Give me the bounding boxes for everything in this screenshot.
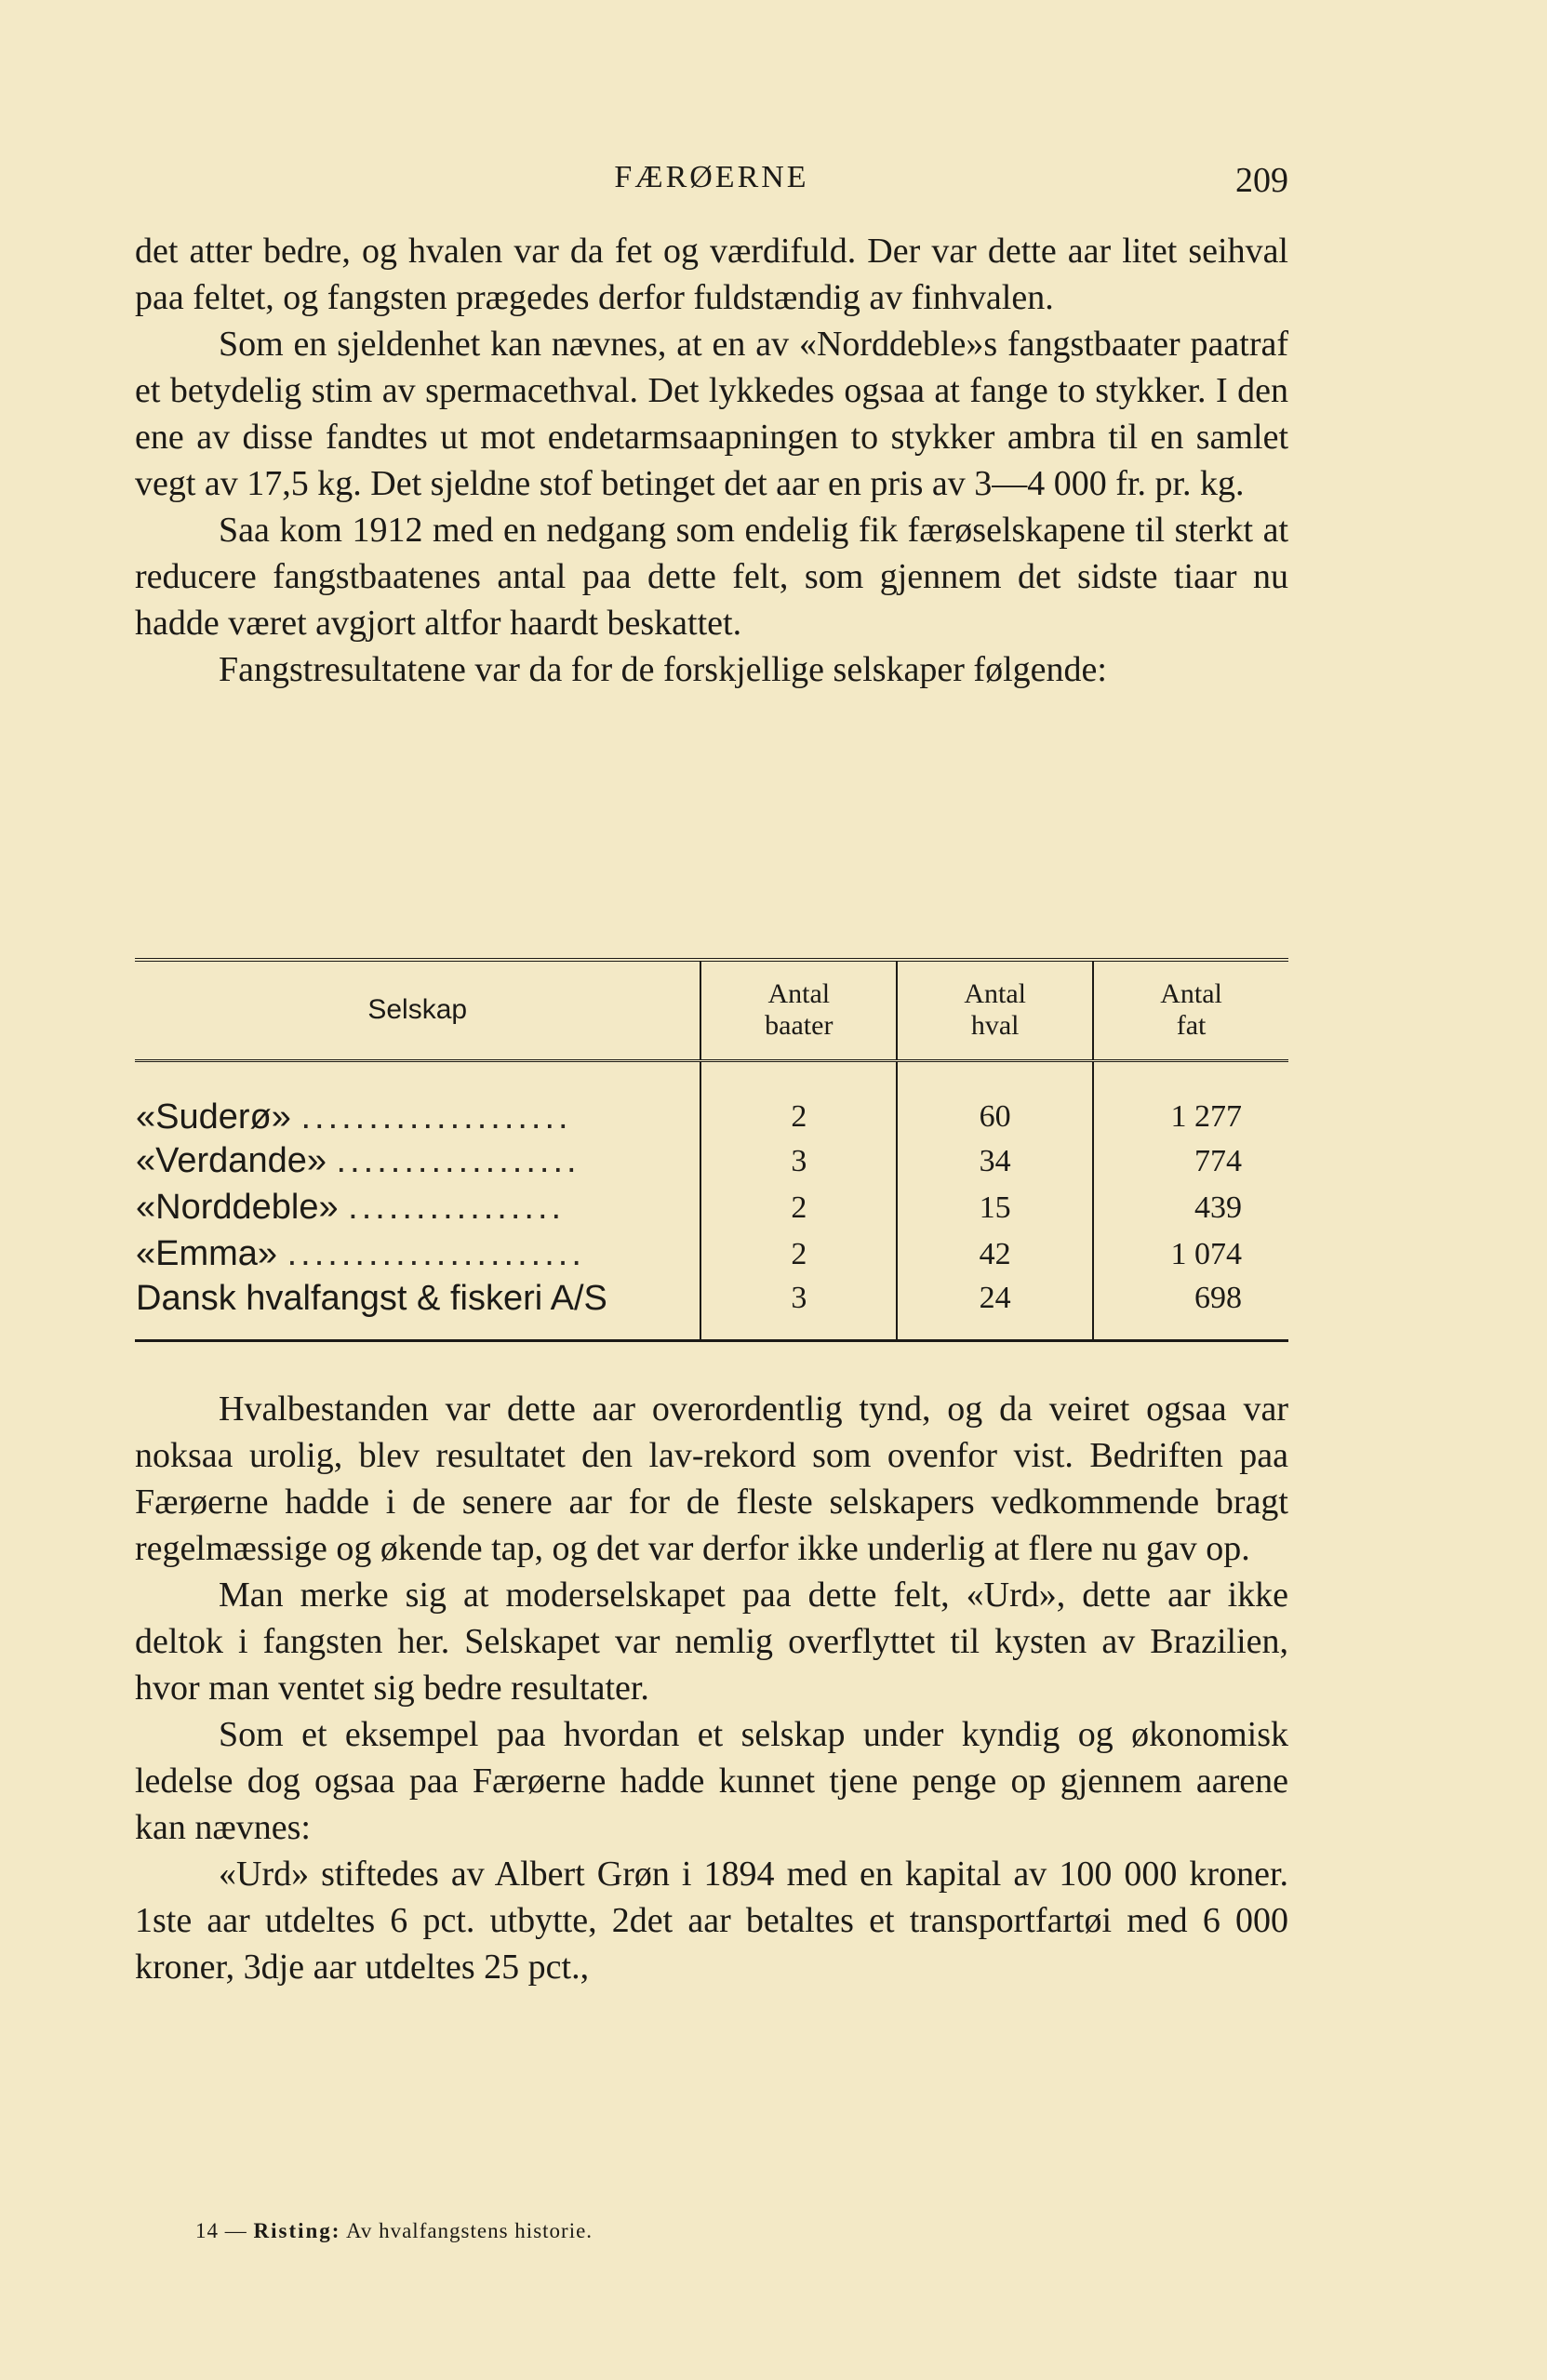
- company-name: «Emma» ......................: [136, 1234, 585, 1273]
- barrels-count: 439: [1093, 1185, 1288, 1231]
- header-barrels: Antal fat: [1093, 960, 1288, 1060]
- table-row: [135, 1185, 1288, 1231]
- barrels-count: 698: [1093, 1278, 1288, 1341]
- whales-count: 24: [897, 1278, 1093, 1341]
- company-name: «Suderø» ....................: [136, 1097, 572, 1137]
- barrels-count: 1 277: [1093, 1060, 1288, 1138]
- whales-count: 42: [897, 1231, 1093, 1278]
- boats-count: 3: [700, 1138, 897, 1185]
- body-text-bottom: [135, 1386, 1288, 1990]
- table-row: [135, 1060, 1288, 1138]
- paragraph: det atter bedre, og hvalen var da fet og værdifuld. Der var dette aar litet seihval paa feltet, og fangsten prægedes derfor fuldstændig av finhvalen.: [135, 232, 1288, 317]
- header-company: Selskap: [367, 994, 468, 1026]
- boats-count: 3: [700, 1278, 897, 1341]
- footer-dash: —: [224, 2219, 247, 2242]
- paragraph: Man merke sig at moderselskapet paa dette felt, «Urd», dette aar ikke deltok i fangsten her. Selskapet var nemlig overflyttet til kysten av Brazilien, hvor man ventet sig bedre resultater.: [135, 1576, 1288, 1708]
- catch-results-table: [135, 958, 1288, 1342]
- boats-count: 2: [700, 1060, 897, 1138]
- paragraph: «Urd» stiftedes av Albert Grøn i 1894 med en kapital av 100 000 kroner. 1ste aar utdeltes 6 pct. utbytte, 2det aar betaltes et transportfartøi med 6 000 kroner, 3dje aar utdeltes 25 pct.,: [135, 1855, 1288, 1987]
- table-header-row: [135, 960, 1288, 1060]
- company-name: Dansk hvalfangst & fiskeri A/S: [136, 1278, 607, 1318]
- page-header: [135, 160, 1288, 206]
- book-title: Av hvalfangstens historie.: [345, 2219, 593, 2242]
- header-boats: Antal baater: [700, 960, 897, 1060]
- barrels-count: 774: [1093, 1138, 1288, 1185]
- header-whales: Antal hval: [897, 960, 1093, 1060]
- page-number: 209: [1235, 161, 1288, 200]
- boats-count: 2: [700, 1185, 897, 1231]
- table-row: [135, 1231, 1288, 1278]
- whales-count: 60: [897, 1060, 1093, 1138]
- company-name: «Verdande» ..................: [136, 1141, 580, 1180]
- signature-footer: [195, 2219, 593, 2243]
- body-text-top: [135, 228, 1288, 693]
- paragraph: Som et eksempel paa hvordan et selskap under kyndig og økonomisk ledelse dog ogsaa paa Færøerne hadde kunnet tjene penge op gjennem aarene kan nævnes:: [135, 1715, 1288, 1847]
- boats-count: 2: [700, 1231, 897, 1278]
- table-row: [135, 1138, 1288, 1185]
- paragraph: Fangstresultatene var da for de forskjellige selskaper følgende:: [219, 650, 1107, 689]
- paragraph: Hvalbestanden var dette aar overordentlig tynd, og da veiret ogsaa var noksaa urolig, blev resultatet den lav-rekord som ovenfor vist. Bedriften paa Færøerne hadde i de senere aar for de fleste selskapers vedkommende bragt regelmæssige og økende tap, og det var derfor ikke underlig at flere nu gav op.: [135, 1389, 1288, 1568]
- running-title: FÆRØERNE: [614, 160, 809, 194]
- paragraph: Saa kom 1912 med en nedgang som endelig fik færøselskapene til sterkt at reducere fangstbaatenes antal paa dette felt, som gjennem det sidste tiaar nu hadde været avgjort altfor haardt beskattet.: [135, 511, 1288, 643]
- sheet-number: 14: [195, 2219, 219, 2242]
- barrels-count: 1 074: [1093, 1231, 1288, 1278]
- whales-count: 34: [897, 1138, 1093, 1185]
- paragraph: Som en sjeldenhet kan nævnes, at en av «Norddeble»s fangstbaater paatraf et betydelig stim av spermacethval. Det lykkedes ogsaa at fange to stykker. I den ene av disse fandtes ut mot endetarmsaapningen to stykker ambra til en samlet vegt av 17,5 kg. Det sjeldne stof betinget det aar en pris av 3—4 000 fr. pr. kg.: [135, 325, 1288, 503]
- whales-count: 15: [897, 1185, 1093, 1231]
- company-name: «Norddeble» ................: [136, 1188, 566, 1227]
- author-signature: Risting:: [253, 2219, 341, 2242]
- table-row: [135, 1278, 1288, 1341]
